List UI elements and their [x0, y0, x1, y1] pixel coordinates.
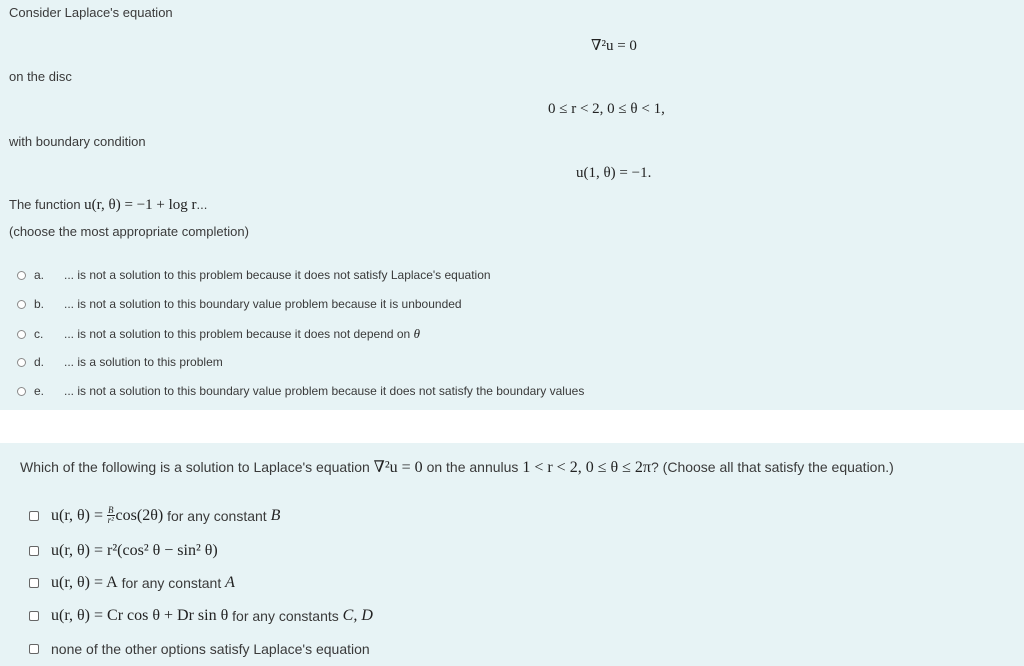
- option-math: u(r, θ) = r²(cos² θ − sin² θ): [51, 542, 218, 559]
- laplace-equation: ∇²u = 0: [591, 38, 637, 54]
- prompt-start: Which of the following is a solution to Laplace's equation: [20, 459, 370, 475]
- fraction-numerator: B: [108, 505, 114, 515]
- option-text: for any constants: [232, 608, 339, 624]
- option-math: u(r, θ) =: [51, 506, 104, 524]
- radio-button[interactable]: [17, 271, 26, 280]
- option-d[interactable]: [17, 355, 223, 369]
- function-expression: u(r, θ) = −1 + log r: [84, 197, 197, 213]
- option-e[interactable]: [17, 384, 584, 398]
- question-2-prompt: [20, 457, 894, 477]
- radio-button[interactable]: [17, 300, 26, 309]
- checkbox-option-2[interactable]: [29, 542, 218, 560]
- option-letter: b.: [34, 297, 45, 311]
- intro-text: Consider Laplace's equation: [9, 5, 173, 20]
- option-constant: A: [225, 574, 235, 591]
- prompt-mid: on the annulus: [426, 459, 519, 475]
- prompt-domain: 1 < r < 2, 0 ≤ θ ≤ 2π: [522, 459, 651, 476]
- option-math: u(r, θ) = Cr cos θ + Dr sin θ: [51, 607, 229, 624]
- option-text: ... is not a solution to this boundary value problem because it does not satisfy the boundary values: [64, 384, 585, 398]
- prompt-end: ? (Choose all that satisfy the equation.): [651, 459, 894, 475]
- radio-button[interactable]: [17, 387, 26, 396]
- option-letter: d.: [34, 355, 45, 369]
- boundary-label: with boundary condition: [9, 134, 146, 149]
- option-text: ... is not a solution to this problem because it does not satisfy Laplace's equation: [64, 268, 491, 282]
- option-math-rest: cos(2θ): [115, 506, 164, 524]
- checkbox[interactable]: [29, 511, 39, 521]
- function-statement: [9, 197, 207, 214]
- checkbox-option-4[interactable]: [29, 607, 373, 625]
- checkbox[interactable]: [29, 546, 39, 556]
- instruction-text: (choose the most appropriate completion): [9, 224, 249, 239]
- option-text: ... is a solution to this problem: [64, 355, 223, 369]
- checkbox-option-3[interactable]: [29, 574, 235, 592]
- theta-symbol: θ: [413, 326, 420, 341]
- radio-button[interactable]: [17, 330, 26, 339]
- option-letter: a.: [34, 268, 45, 282]
- option-b[interactable]: [17, 297, 462, 311]
- checkbox[interactable]: [29, 644, 39, 654]
- radio-button[interactable]: [17, 358, 26, 367]
- option-math: u(r, θ) = A: [51, 574, 118, 591]
- option-a[interactable]: [17, 268, 491, 282]
- option-text: ... is not a solution to this boundary value problem because it is unbounded: [64, 297, 462, 311]
- question-2-panel: [0, 443, 1024, 666]
- fraction: [107, 506, 115, 525]
- option-c[interactable]: [17, 326, 420, 342]
- function-suffix: ...: [196, 197, 208, 212]
- checkbox-option-1[interactable]: [29, 506, 280, 525]
- boundary-condition: u(1, θ) = −1.: [576, 165, 652, 181]
- option-text: ... is not a solution to this problem because it does not depend on: [64, 327, 411, 341]
- option-text: none of the other options satisfy Laplace's equation: [51, 641, 370, 657]
- prompt-equation: ∇²u = 0: [373, 459, 423, 476]
- checkbox[interactable]: [29, 611, 39, 621]
- function-prefix: The function: [9, 197, 81, 212]
- option-constant: C, D: [342, 607, 373, 624]
- option-letter: e.: [34, 384, 45, 398]
- disc-label: on the disc: [9, 69, 72, 84]
- option-text: for any constant: [167, 507, 267, 524]
- option-text: for any constant: [121, 575, 222, 591]
- checkbox[interactable]: [29, 578, 39, 588]
- checkbox-option-5[interactable]: [29, 641, 370, 657]
- option-letter: c.: [34, 327, 44, 341]
- option-constant: B: [270, 506, 281, 524]
- disc-domain: 0 ≤ r < 2, 0 ≤ θ < 1,: [548, 101, 665, 117]
- fraction-denominator: r²: [107, 515, 114, 525]
